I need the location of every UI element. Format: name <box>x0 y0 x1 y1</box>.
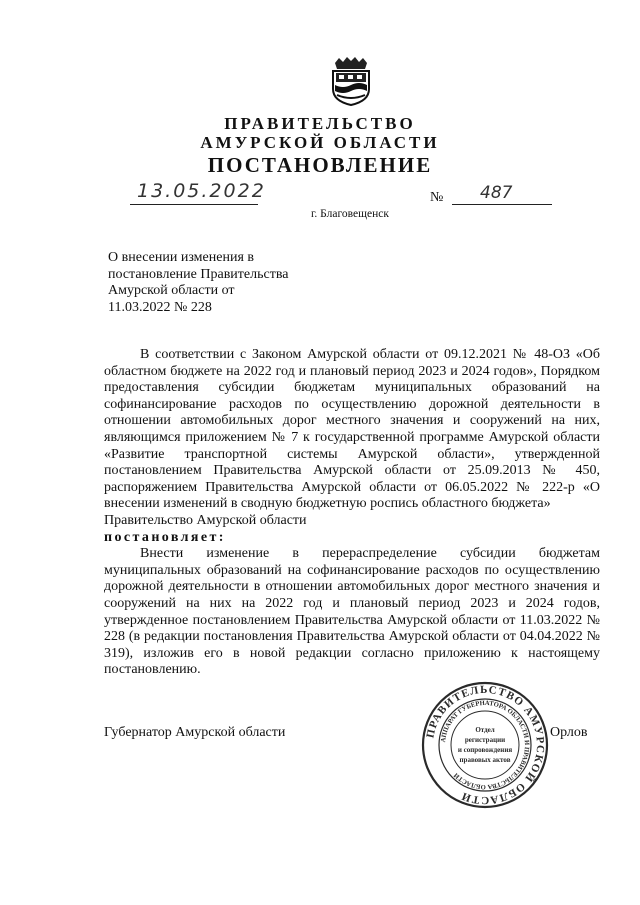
subject-line: Амурской области от <box>108 283 235 298</box>
signatory-position: Губернатор Амурской области <box>104 725 286 740</box>
seal-center-line: регистрации <box>464 736 506 744</box>
document-type-title: ПОСТАНОВЛЕНИЕ <box>207 153 433 177</box>
government-title: ПРАВИТЕЛЬСТВО <box>224 114 416 133</box>
document-body <box>104 347 600 679</box>
coat-of-arms-icon <box>325 55 377 107</box>
document-subject <box>108 250 308 316</box>
seal-inner-text: АППАРАТ ГУБЕРНАТОРА ОБЛАСТИ И ПРАВИТЕЛЬСТВА ОБЛАСТИ <box>440 699 531 791</box>
number-underline <box>452 204 552 205</box>
subject-line: 11.03.2022 № 228 <box>108 299 212 315</box>
seal-outer-text: ПРАВИТЕЛЬСТВО АМУРСКОЙ ОБЛАСТИ <box>424 683 547 807</box>
document-date: 13.05.2022 <box>137 180 266 202</box>
official-seal-stamp <box>420 680 550 810</box>
preamble-end: Правительство Амурской области <box>104 512 307 528</box>
region-title: АМУРСКОЙ ОБЛАСТИ <box>200 133 440 152</box>
preamble-paragraph: В соответствии с Законом Амурской области от 09.12.2021 № 48-ОЗ «Об областном бюджете на 2022 год и плановый период 2023 и 2024 годов», Порядком предоставления субсидии бюджетам муниципальных образований на софинансирование расходов по осуществлению дорожной деятельности в отношении автомобильных дорог местного значения и сооружений на них, являющимся приложением № 7 к государственной программе Амурской области «Развитие транспортной системы Амурской области», утвержденной постановлением Правительства Амурской области от 25.09.2013 № 450, распоряжением Правительства Амурской области от 06.05.2022 № 222-р «О внесении изменений в сводную бюджетную роспись областного бюджета» <box>104 347 600 512</box>
subject-line: О внесении изменения в <box>108 250 254 265</box>
document-number: 487 <box>480 183 513 203</box>
svg-text:АППАРАТ ГУБЕРНАТОРА ОБЛАСТИ И <box>440 700 530 790</box>
resolves-heading: постановляет: <box>104 529 226 545</box>
seal-center-line: правовых актов <box>459 756 511 764</box>
operative-paragraph: Внести изменение в перераспределение субсидии бюджетам муниципальных образований на софинансирование расходов по осуществлению дорожной деятельности в отношении автомобильных дорог местного значения и сооружений на них на 2022 год и плановый период 2023 и 2024 годов, утвержденное постановлением Правительства Амурской области от 11.03.2022 № 228 (в редакции постановления Правительства Амурской области от 04.04.2022 № 319), изложив его в новой редакции согласно приложению к настоящему постановлению. <box>104 546 600 678</box>
signatory-name: Орлов <box>550 725 588 740</box>
date-underline <box>130 204 258 205</box>
seal-center-line: и сопровождения <box>457 746 513 754</box>
subject-line: постановление Правительства <box>108 266 289 282</box>
number-sign: № <box>430 190 444 205</box>
seal-center-line: Отдел <box>475 726 495 734</box>
city-label: г. Благовещенск <box>311 208 389 220</box>
